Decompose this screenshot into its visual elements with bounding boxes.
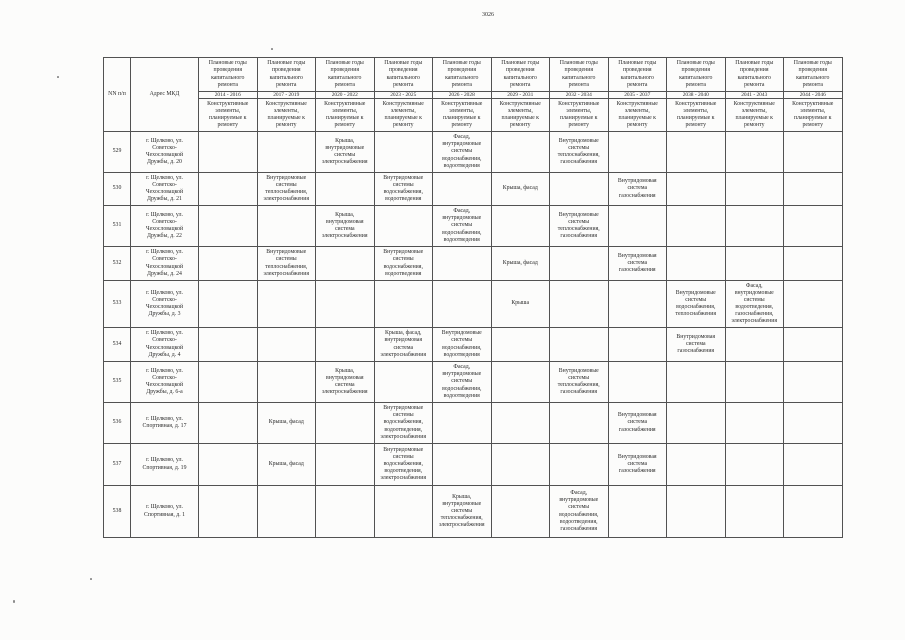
header-period: 2023 - 2025 [374, 92, 433, 99]
row-number: 534 [104, 328, 131, 362]
work-cell [257, 328, 316, 362]
header-nn: NN п/п [104, 58, 131, 132]
work-cell: Внутридомовые системы теплоснабжения, газоснабжения [550, 132, 609, 173]
work-cell [784, 486, 843, 538]
work-cell [199, 328, 258, 362]
row-address: г. Щелково, ул. Советско-Чехословацкой Дружбы, д. 21 [131, 173, 199, 206]
work-cell [667, 173, 726, 206]
row-address: г. Щелково, ул. Советско-Чехословацкой Дружбы, д. 24 [131, 247, 199, 281]
work-cell [491, 444, 550, 486]
row-address: г. Щелково, ул. Спортивная, д. 19 [131, 444, 199, 486]
header-elements: Конструктивные элементы, планируемые к ремонту [491, 99, 550, 132]
table-row [104, 132, 843, 173]
work-cell [316, 281, 375, 328]
work-cell: Внутридомовые системы теплоснабжения, газоснабжения [550, 362, 609, 403]
header-period: 2014 - 2016 [199, 92, 258, 99]
work-cell [433, 281, 492, 328]
work-cell: Крыша, внутридомовая система электроснабжения [316, 362, 375, 403]
work-cell [608, 132, 667, 173]
work-cell [257, 206, 316, 247]
work-cell [784, 132, 843, 173]
work-cell: Крыша, внутридомовая система электроснабжения [316, 206, 375, 247]
header-elements: Конструктивные элементы, планируемые к ремонту [316, 99, 375, 132]
work-cell [433, 444, 492, 486]
work-cell [550, 247, 609, 281]
work-cell [608, 206, 667, 247]
work-cell [725, 247, 784, 281]
header-period: 2029 - 2031 [491, 92, 550, 99]
header-period: 2020 - 2022 [316, 92, 375, 99]
work-cell [491, 403, 550, 444]
work-cell: Внутридомовая система газоснабжения [608, 173, 667, 206]
header-planned-years: Плановые годы проведения капитального ремонта [374, 58, 433, 92]
work-cell [725, 362, 784, 403]
work-cell: Фасад, внутридомовые системы водоснабжения, водоотведения, газоснабжения [550, 486, 609, 538]
work-cell [433, 403, 492, 444]
work-cell [784, 444, 843, 486]
table-row [104, 247, 843, 281]
page-number: 3026 [482, 12, 494, 18]
work-cell [491, 486, 550, 538]
work-cell: Внутридомовые системы водоснабжения, водоотведения [374, 173, 433, 206]
row-address: г. Щелково, ул. Советско-Чехословацкой Дружбы, д. 4 [131, 328, 199, 362]
row-address: г. Щелково, ул. Советско-Чехословацкой Дружбы, д. 3 [131, 281, 199, 328]
row-number: 536 [104, 403, 131, 444]
work-cell [608, 362, 667, 403]
table-row [104, 444, 843, 486]
row-address: г. Щелково, ул. Спортивная, д. 1 [131, 486, 199, 538]
work-cell [316, 444, 375, 486]
work-cell [667, 444, 726, 486]
work-cell: Внутридомовая система газоснабжения [667, 328, 726, 362]
header-planned-years: Плановые годы проведения капитального ремонта [257, 58, 316, 92]
work-cell [199, 206, 258, 247]
header-period: 2035 - 2037 [608, 92, 667, 99]
work-cell [667, 206, 726, 247]
work-cell [725, 486, 784, 538]
work-cell [316, 247, 375, 281]
work-cell [257, 132, 316, 173]
work-cell: Крыша [491, 281, 550, 328]
header-elements: Конструктивные элементы, планируемые к ремонту [784, 99, 843, 132]
work-cell: Внутридомовые системы водоснабжения, водоотведения [374, 247, 433, 281]
work-cell [257, 486, 316, 538]
header-planned-years: Плановые годы проведения капитального ремонта [784, 58, 843, 92]
work-cell [257, 362, 316, 403]
work-cell [608, 328, 667, 362]
work-cell [608, 281, 667, 328]
row-number: 537 [104, 444, 131, 486]
scan-speck [271, 48, 273, 50]
work-cell [316, 328, 375, 362]
work-cell [725, 132, 784, 173]
work-cell: Фасад, внутридомовые системы водоснабжения, водоотведения [433, 362, 492, 403]
header-address: Адрес МКД [131, 58, 199, 132]
work-cell: Внутридомовые системы теплоснабжения, газоснабжения [550, 206, 609, 247]
work-cell: Крыша, фасад [491, 247, 550, 281]
header-elements: Конструктивные элементы, планируемые к ремонту [433, 99, 492, 132]
header-elements: Конструктивные элементы, планируемые к ремонту [257, 99, 316, 132]
work-cell: Внутридомовые системы водоснабжения, теплоснабжения [667, 281, 726, 328]
row-number: 535 [104, 362, 131, 403]
work-cell: Крыша, внутридомовые системы электроснабжения [316, 132, 375, 173]
work-cell: Крыша, фасад, внутридомовая система электроснабжения [374, 328, 433, 362]
header-planned-years: Плановые годы проведения капитального ремонта [725, 58, 784, 92]
header-planned-years: Плановые годы проведения капитального ремонта [550, 58, 609, 92]
work-cell [667, 132, 726, 173]
work-cell [784, 403, 843, 444]
row-number: 538 [104, 486, 131, 538]
row-number: 531 [104, 206, 131, 247]
work-cell: Внутридомовая система газоснабжения [608, 403, 667, 444]
work-cell: Фасад, внутридомовые системы водоотведения, газоснабжения, электроснабжения [725, 281, 784, 328]
header-row-periods [104, 92, 843, 99]
work-cell [257, 281, 316, 328]
work-cell [784, 206, 843, 247]
work-cell [550, 403, 609, 444]
work-cell [784, 281, 843, 328]
work-cell: Внутридомовые системы водоснабжения, водоотведения, электроснабжения [374, 403, 433, 444]
work-cell [550, 328, 609, 362]
header-planned-years: Плановые годы проведения капитального ремонта [491, 58, 550, 92]
row-number: 529 [104, 132, 131, 173]
header-period: 2044 - 2046 [784, 92, 843, 99]
header-elements: Конструктивные элементы, планируемые к ремонту [608, 99, 667, 132]
work-cell [374, 281, 433, 328]
table-row [104, 281, 843, 328]
work-cell [374, 206, 433, 247]
header-planned-years: Плановые годы проведения капитального ремонта [608, 58, 667, 92]
work-cell [374, 132, 433, 173]
work-cell [199, 132, 258, 173]
header-planned-years: Плановые годы проведения капитального ремонта [433, 58, 492, 92]
work-cell [550, 173, 609, 206]
header-elements: Конструктивные элементы, планируемые к ремонту [199, 99, 258, 132]
capital-repair-plan-table [103, 57, 843, 538]
work-cell [491, 206, 550, 247]
work-cell: Крыша, фасад [491, 173, 550, 206]
header-planned-years: Плановые годы проведения капитального ремонта [199, 58, 258, 92]
table-row [104, 328, 843, 362]
work-cell [433, 247, 492, 281]
row-address: г. Щелково, ул. Спортивная, д. 17 [131, 403, 199, 444]
work-cell [784, 362, 843, 403]
header-elements: Конструктивные элементы, планируемые к ремонту [374, 99, 433, 132]
work-cell [199, 362, 258, 403]
table-body [104, 132, 843, 538]
work-cell [491, 328, 550, 362]
work-cell [199, 281, 258, 328]
work-cell [199, 486, 258, 538]
header-period: 2038 - 2040 [667, 92, 726, 99]
row-number: 533 [104, 281, 131, 328]
table-row [104, 206, 843, 247]
header-period: 2017 - 2019 [257, 92, 316, 99]
work-cell [433, 173, 492, 206]
work-cell [316, 486, 375, 538]
work-cell [784, 173, 843, 206]
work-cell: Внутридомовая система газоснабжения [608, 444, 667, 486]
work-cell [725, 403, 784, 444]
scan-speck [90, 578, 92, 580]
work-cell [374, 486, 433, 538]
work-cell [725, 206, 784, 247]
work-cell: Крыша, фасад [257, 403, 316, 444]
work-cell: Фасад, внутридомовые системы водоснабжения, водоотведения [433, 132, 492, 173]
header-planned-years: Плановые годы проведения капитального ремонта [316, 58, 375, 92]
header-elements: Конструктивные элементы, планируемые к ремонту [725, 99, 784, 132]
work-cell: Внутридомовая система газоснабжения [608, 247, 667, 281]
work-cell [316, 173, 375, 206]
work-cell: Крыша, внутридомовые системы теплоснабжения, электроснабжения [433, 486, 492, 538]
work-cell [667, 486, 726, 538]
work-cell: Внутридомовые системы водоснабжения, водоотведения [433, 328, 492, 362]
row-number: 530 [104, 173, 131, 206]
table-row [104, 486, 843, 538]
work-cell [784, 328, 843, 362]
work-cell [550, 281, 609, 328]
header-period: 2026 - 2028 [433, 92, 492, 99]
row-address: г. Щелково, ул. Советско-Чехословацкой Дружбы, д. 6-а [131, 362, 199, 403]
work-cell [491, 362, 550, 403]
table-header [104, 58, 843, 132]
header-planned-years: Плановые годы проведения капитального ремонта [667, 58, 726, 92]
work-cell [725, 444, 784, 486]
work-cell: Внутридомовые системы теплоснабжения, электроснабжения [257, 247, 316, 281]
work-cell: Фасад, внутридомовые системы водоснабжения, водоотведения [433, 206, 492, 247]
row-address: г. Щелково, ул. Советско-Чехословацкой Дружбы, д. 20 [131, 132, 199, 173]
work-cell [725, 173, 784, 206]
work-cell [374, 362, 433, 403]
work-cell: Крыша, фасад [257, 444, 316, 486]
work-cell [316, 403, 375, 444]
header-elements: Конструктивные элементы, планируемые к ремонту [667, 99, 726, 132]
work-cell [667, 403, 726, 444]
table-row [104, 362, 843, 403]
work-cell [608, 486, 667, 538]
work-cell [667, 247, 726, 281]
work-cell [199, 247, 258, 281]
work-cell: Внутридомовые системы водоснабжения, водоотведения, электроснабжения [374, 444, 433, 486]
header-period: 2032 - 2034 [550, 92, 609, 99]
table-row [104, 173, 843, 206]
scan-speck [13, 600, 15, 603]
work-cell [199, 444, 258, 486]
header-period: 2041 - 2043 [725, 92, 784, 99]
header-row-elements [104, 99, 843, 132]
work-cell [491, 132, 550, 173]
scan-speck [57, 76, 59, 78]
table-row [104, 403, 843, 444]
work-cell [725, 328, 784, 362]
work-cell [550, 444, 609, 486]
header-elements: Конструктивные элементы, планируемые к ремонту [550, 99, 609, 132]
work-cell: Внутридомовые системы теплоснабжения, электроснабжения [257, 173, 316, 206]
row-address: г. Щелково, ул. Советско-Чехословацкой Дружбы, д. 22 [131, 206, 199, 247]
work-cell [784, 247, 843, 281]
row-number: 532 [104, 247, 131, 281]
work-cell [199, 173, 258, 206]
header-row-planned-years [104, 58, 843, 92]
work-cell [667, 362, 726, 403]
work-cell [199, 403, 258, 444]
